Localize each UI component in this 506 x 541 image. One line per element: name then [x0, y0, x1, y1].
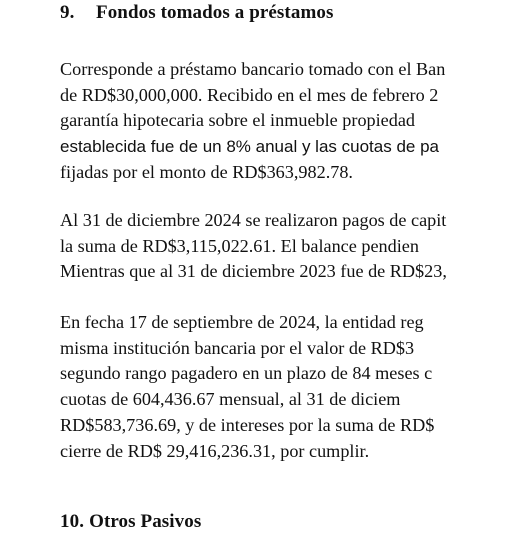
- paragraph-line: RD$583,736.69, y de intereses por la suma de RD$: [60, 414, 435, 435]
- paragraph-line: fijadas por el monto de RD$363,982.78.: [60, 161, 353, 182]
- paragraph-nuevo-prestamo: [60, 310, 506, 464]
- paragraph-line: cierre de RD$ 29,416,236.31, por cumplir.: [60, 440, 370, 461]
- paragraph-pagos-capital: [60, 208, 506, 285]
- paragraph-line: En fecha 17 de septiembre de 2024, la entidad reg: [60, 312, 424, 332]
- paragraph-line: establecida fue de un 8% anual y las cuotas de pa: [60, 137, 439, 157]
- paragraph-prestamo: [60, 57, 506, 186]
- paragraph-line: Mientras que al 31 de diciembre 2023 fue de RD$23,: [60, 261, 447, 282]
- section-heading-otros-pasivos: [60, 511, 201, 533]
- section-number: 10.: [60, 511, 85, 532]
- paragraph-line: segundo rango pagadero en un plazo de 84 meses c: [60, 363, 433, 384]
- paragraph-line: la suma de RD$3,115,022.61. El balance pendien: [60, 235, 419, 256]
- paragraph-line: garantía hipotecaria sobre el inmueble propiedad: [60, 110, 416, 131]
- paragraph-line: Al 31 de diciembre 2024 se realizaron pagos de capit: [60, 210, 447, 230]
- paragraph-line: misma institución bancaria por el valor de RD$3: [60, 337, 415, 358]
- paragraph-line: cuotas de 604,436.67 mensual, al 31 de diciem: [60, 389, 401, 410]
- section-heading-fondos: [60, 2, 333, 24]
- section-title: Otros Pasivos: [89, 511, 202, 532]
- section-title: Fondos tomados a préstamos: [96, 2, 334, 23]
- paragraph-line: Corresponde a préstamo bancario tomado con el Ban: [60, 59, 446, 79]
- section-number: 9.: [60, 2, 75, 23]
- paragraph-line: de RD$30,000,000. Recibido en el mes de febrero 2: [60, 84, 439, 105]
